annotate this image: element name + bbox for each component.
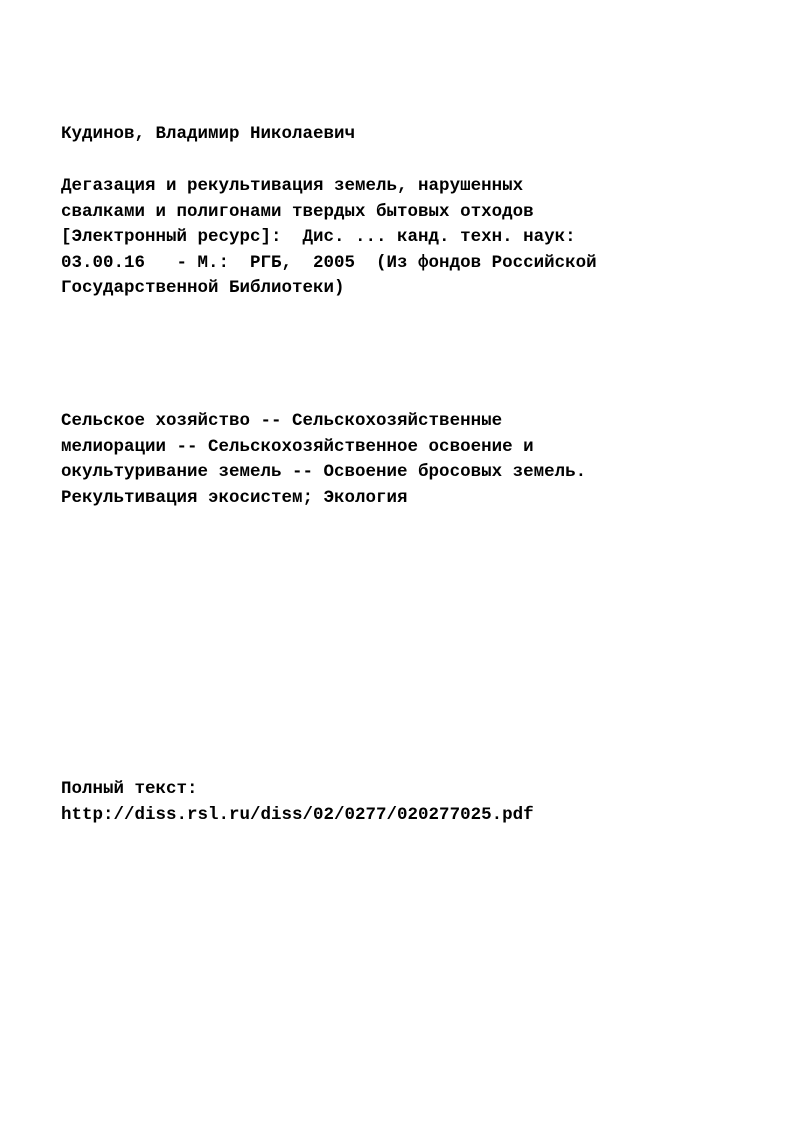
author-line: Кудинов, Владимир Николаевич xyxy=(61,124,356,144)
bibliographic-title xyxy=(61,174,597,302)
title-line: 03.00.16 - М.: РГБ, 2005 (Из фондов Российской xyxy=(61,252,597,273)
full-text-label: Полный текст: xyxy=(61,779,198,799)
full-text-link[interactable]: http://diss.rsl.ru/diss/02/0277/020277025.pdf xyxy=(61,804,534,825)
subject-line: окультуривание земель -- Освоение бросовых земель. xyxy=(61,462,587,482)
subject-line: Сельское хозяйство -- Сельскохозяйственные xyxy=(61,411,503,431)
subject-line: мелиорации -- Сельскохозяйственное освоение и xyxy=(61,436,534,457)
title-line: [Электронный ресурс]: Дис. ... канд. техн. наук: xyxy=(61,227,576,247)
subject-line: Рекультивация экосистем; Экология xyxy=(61,487,408,508)
author-name xyxy=(61,122,355,148)
full-text-section xyxy=(61,777,534,828)
title-line: свалками и полигонами твердых бытовых отходов xyxy=(61,201,534,222)
title-line: Государственной Библиотеки) xyxy=(61,278,345,298)
subject-headings xyxy=(61,409,586,511)
title-line: Дегазация и рекультивация земель, нарушенных xyxy=(61,176,524,196)
